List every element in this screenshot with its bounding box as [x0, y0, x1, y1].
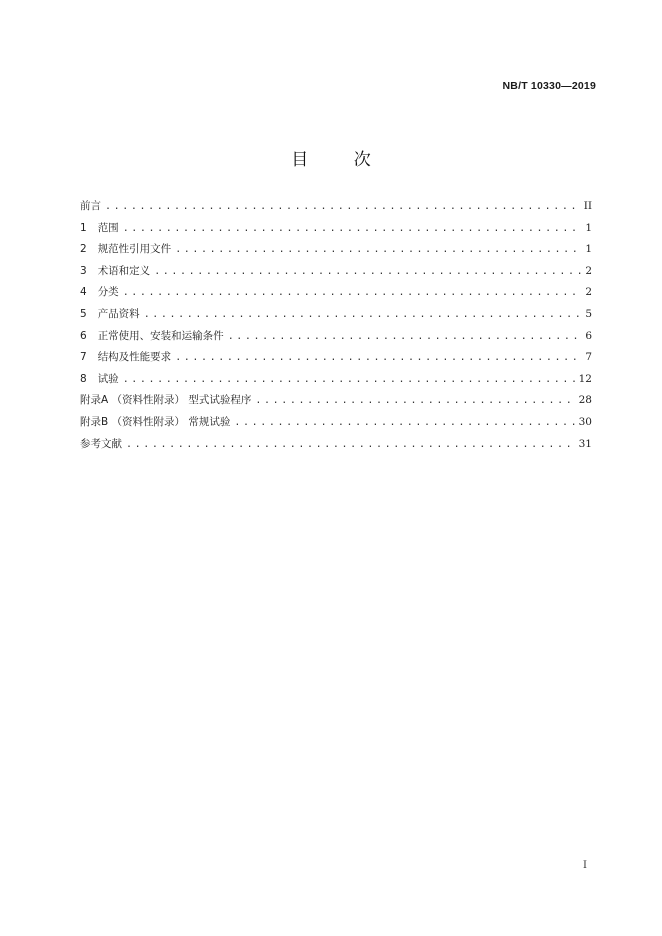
toc-entry-page: 2: [585, 264, 592, 277]
toc-entry-label: 参考文献: [80, 437, 122, 450]
page-number: I: [583, 860, 587, 871]
toc-leader-dots: [144, 309, 582, 320]
toc-entry-number: 6: [80, 329, 87, 342]
toc-entry-service-conditions[interactable]: [80, 328, 592, 350]
toc-entry-page: 31: [578, 437, 592, 450]
standard-number: NB/T 10330—2019: [502, 80, 596, 92]
toc-entry-label: 正常使用、安装和运输条件: [97, 329, 224, 342]
toc-entry-product-information[interactable]: [80, 306, 592, 328]
toc-entry-classification[interactable]: [80, 284, 592, 306]
toc-leader-dots: [123, 223, 582, 234]
toc-entry-bibliography[interactable]: [80, 436, 592, 458]
toc-entry-page: 2: [585, 286, 592, 299]
toc-leader-dots: [105, 201, 580, 212]
toc-entry-page: 1: [585, 221, 592, 234]
toc-leader-dots: [228, 331, 582, 342]
toc-entry-label: 规范性引用文件: [97, 243, 172, 256]
toc-entry-page: 28: [578, 394, 592, 407]
toc-entry-number: 1: [80, 221, 87, 234]
toc-entry-page: 6: [585, 329, 592, 342]
toc-leader-dots: [175, 352, 581, 363]
toc-entry-page: 1: [585, 243, 592, 256]
toc-entry-number: 2: [80, 243, 87, 256]
toc-entry-tests[interactable]: [80, 371, 592, 393]
toc-entry-label: 附录A （资料性附录） 型式试验程序: [80, 394, 252, 407]
toc-leader-dots: [175, 244, 581, 255]
page-title: 目 次: [291, 150, 391, 170]
toc-entry-page: 30: [578, 415, 592, 428]
toc-entry-normative-references[interactable]: [80, 241, 592, 263]
toc-entry-page: 12: [578, 372, 592, 385]
toc-entry-annex-b[interactable]: [80, 414, 592, 436]
toc-entry-annex-a[interactable]: [80, 392, 592, 414]
toc-entry-number: 3: [80, 264, 87, 277]
toc-entry-number: 8: [80, 372, 87, 385]
toc-entry-number: 4: [80, 286, 87, 299]
toc-leader-dots: [154, 266, 581, 277]
toc-entry-page: 7: [585, 351, 592, 364]
toc-entry-label: 范围: [97, 221, 119, 234]
toc-entry-page: 5: [585, 307, 592, 320]
toc-entry-number: 5: [80, 307, 87, 320]
toc-leader-dots: [126, 439, 575, 450]
toc-entry-scope[interactable]: [80, 220, 592, 242]
toc-entry-label: 分类: [97, 286, 119, 299]
toc-entry-label: 前言: [80, 200, 101, 212]
toc-entry-label: 产品资料: [97, 307, 140, 320]
toc-entry-label: 试验: [97, 372, 119, 385]
toc-leader-dots: [123, 287, 582, 298]
toc-entry-structure-performance[interactable]: [80, 349, 592, 371]
toc-entry-label: 术语和定义: [97, 264, 151, 277]
toc-leader-dots: [255, 395, 574, 406]
toc-entry-label: 结构及性能要求: [97, 351, 172, 364]
toc-leader-dots: [123, 374, 575, 385]
toc-entry-page: II: [583, 200, 592, 212]
toc-entry-terms-definitions[interactable]: [80, 263, 592, 285]
toc-entry-label: 附录B （资料性附录） 常规试验: [80, 415, 231, 428]
toc-leader-dots: [234, 417, 574, 428]
toc-entry-number: 7: [80, 351, 87, 364]
toc-entry-foreword[interactable]: [80, 198, 592, 220]
table-of-contents: [80, 198, 592, 457]
